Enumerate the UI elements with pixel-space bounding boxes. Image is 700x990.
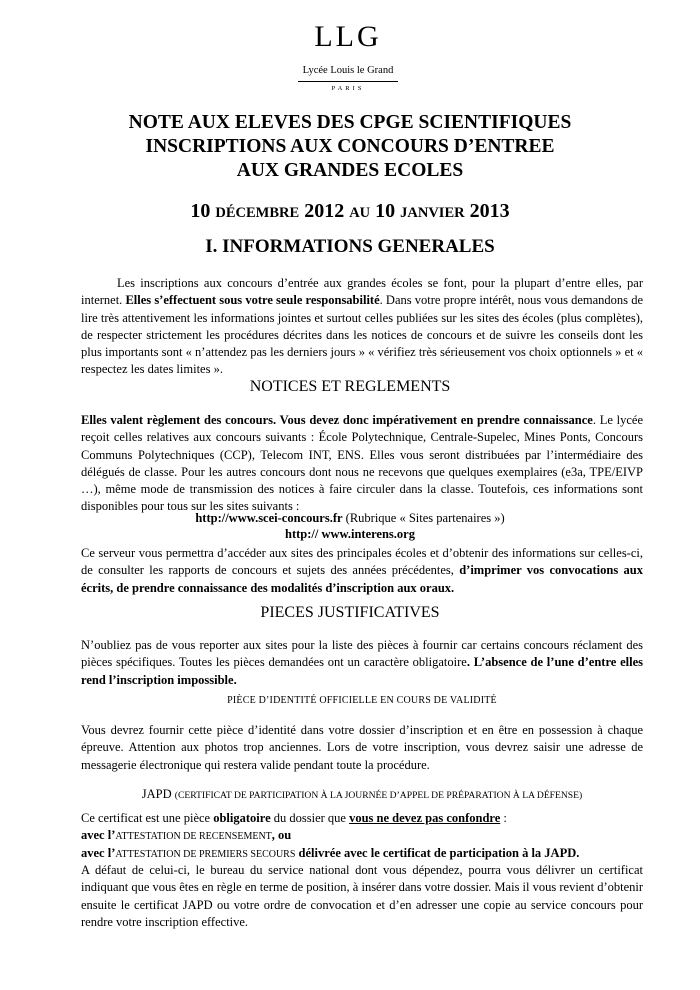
date-start-year: 2012 (299, 200, 350, 222)
notices-paragraph: Elles valent règlement des concours. Vous devez donc impérativement en prendre connaissance. Le lycée reçoit celles relatives aux concours suivants : École Polytechnique, Centrale-Supelec, Mines Ponts, Concours Communs Polytechniques (CCP), Telecom INT, ENS. Elles vous seront distribuées par l’intermédiaire des délégués de classe. Pour les autres concours dont nous ne recevons que quelques exemplaires (e3a, TPE/EIVP …), même mode de transmission des notices à faire circuler dans la classe. Toutefois, ces informations sont disponibles pour tous sur les sites suivants : (81, 413, 644, 514)
japd-heading: JAPD (CERTIFICAT DE PARTICIPATION À LA JOURNÉE D’APPEL DE PRÉPARATION À LA DÉFENSE) (141, 787, 583, 801)
certificate-line-2: avec l’ATTESTATION DE RECENSEMENT, ou (81, 828, 292, 842)
certificate-line-1: Ce certificat est une pièce obligatoire du dossier que vous ne devez pas confondre : (81, 811, 507, 825)
logo-mark: LLG (314, 20, 382, 53)
pieces-paragraph: N’oubliez pas de vous reporter aux sites pour la liste des pièces à fournir car certains concours réclament des pièces spécifiques. Toutes les pièces demandées ont un caractère obligatoire. L’absence de l’une d’entre elles rend l’inscription impossible. (81, 638, 643, 687)
id-card-paragraph: Vous devrez fournir cette pièce d’identité dans votre dossier d’inscription et en être en possession à chaque épreuve. Attention aux photos trop anciennes. Lors de votre inscription, vous devrez saisir une adresse de messagerie électronique qui restera valide pendant toute la procédure. (81, 723, 643, 772)
certificate-line-3: avec l’ATTESTATION DE PREMIERS SECOURS délivrée avec le certificat de participation à la JAPD. (81, 846, 580, 860)
date-start-day: 10 (190, 200, 216, 222)
server-paragraph: Ce serveur vous permettra d’accéder aux sites des principales écoles et d’obtenir des informations sur celles-ci, de consulter les rapports de concours et sujets des années précédentes, d’imprimer vos convocations aux écrits, de prendre connaissance des modalités d’inscription aux oraux. (81, 546, 643, 595)
section-heading-general-info: I. INFORMATIONS GENERALES (205, 236, 495, 257)
logo-divider (298, 81, 398, 82)
id-card-heading: PIÈCE D’IDENTITÉ OFFICIELLE EN COURS DE VALIDITÉ (227, 695, 497, 706)
scei-link[interactable]: http://www.scei-concours.fr (195, 511, 343, 525)
subheading-notices: NOTICES ET REGLEMENTS (249, 378, 451, 395)
date-range (60, 199, 640, 225)
certificate-lines (81, 810, 643, 863)
interens-link[interactable]: http:// www.interens.org (285, 527, 415, 541)
date-end-month: JANVIER (400, 205, 465, 221)
school-logo (298, 20, 398, 94)
date-connector: AU (349, 205, 371, 221)
general-info-paragraph: Les inscriptions aux concours d’entrée aux grandes écoles se font, pour la plupart d’entre elles, par internet. Elles s’effectuent sous votre seule responsabilité. Dans votre propre intérêt, nous vous demandons de lire très attentivement les informations jointes et surtout celles publiées sur les sites des écoles (plus complètes), de respecter strictement les procédures décrites dans les notices de concours et de suivre les conseils dont les plus importants sont « n’attendez pas les derniers jours » « vérifiez très sérieusement vos choix optionnels » et « respectez les dates limites ». (81, 276, 643, 377)
date-end-year: 2013 (464, 200, 510, 222)
document-title (60, 111, 640, 183)
title-line-3: AUX GRANDES ECOLES (236, 160, 464, 181)
title-line-2: INSCRIPTIONS AUX CONCOURS D’ENTREE (145, 136, 555, 157)
url-line-scei: http://www.scei-concours.fr (Rubrique « Sites partenaires ») (195, 511, 505, 525)
date-end-day: 10 (370, 200, 401, 222)
logo-city: PARIS (331, 85, 365, 92)
certificate-paragraph: A défaut de celui-ci, le bureau du service national dont vous dépendez, pourra vous délivrer un certificat indiquant que vous êtes en règle en terme de position, à insérer dans votre dossier. Mais il vous revient d’obtenir ensuite le certificat JAPD ou votre ordre de convocation et d’en adresser une copie au service concours pour rendre votre inscription effective. (81, 863, 644, 929)
logo-school-name: Lycée Louis le Grand (302, 65, 394, 76)
subheading-pieces: PIECES JUSTIFICATIVES (260, 604, 440, 621)
title-line-1: NOTE AUX ELEVES DES CPGE SCIENTIFIQUES (128, 112, 572, 133)
date-start-month: DÉCEMBRE (215, 205, 300, 221)
